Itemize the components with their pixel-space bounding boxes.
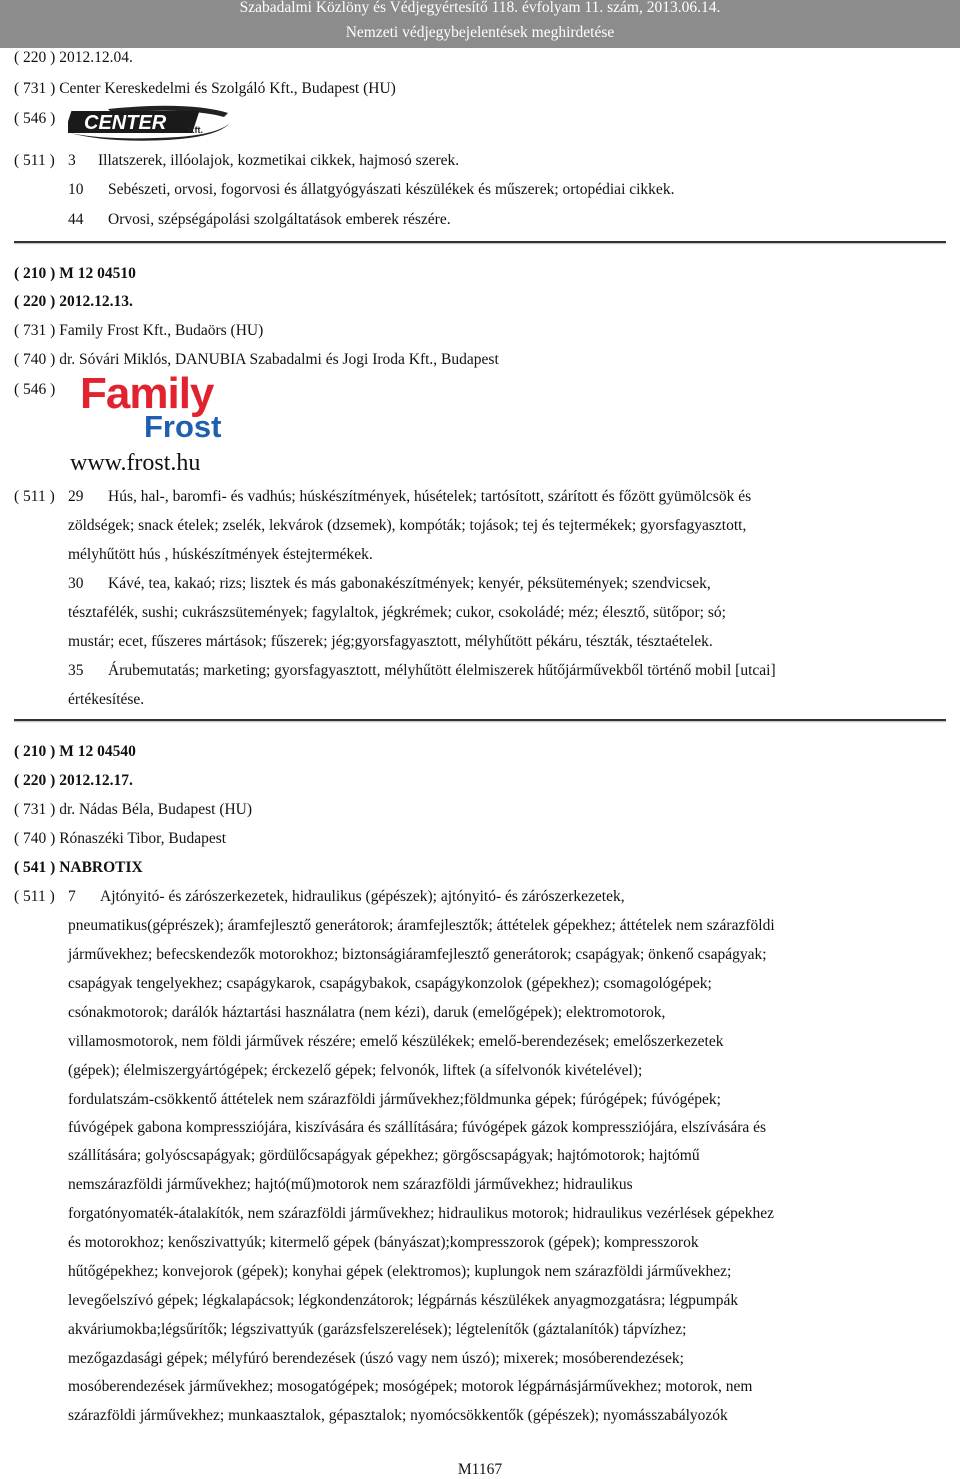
class-description-line: és motorokhoz; kenőszivattyúk; kitermelő gépek (bányászat);kompresszorok (gépek); kompresszorok bbox=[68, 1234, 699, 1251]
class-description-line: tésztafélék, sushi; cukrászsütemények; fagylaltok, jégkrémek; cukor, csokoládé; méz; élesztő, sütőpor; só; bbox=[68, 604, 726, 621]
word-mark: ( 541 ) NABROTIX bbox=[14, 859, 143, 876]
filing-date: ( 220 ) 2012.12.17. bbox=[14, 772, 133, 789]
logo-url-text: www.frost.hu bbox=[70, 450, 201, 476]
class-number: 30 bbox=[68, 575, 84, 592]
applicant: ( 731 ) Family Frost Kft., Budaörs (HU) bbox=[14, 322, 264, 339]
class-number: 3 bbox=[68, 152, 76, 169]
class-description-line: csapágyak tengelyekhez; csapágykarok, csapágybakok, csapágykonzolok (gépekhez); csomagológépek; bbox=[68, 975, 712, 992]
class-description-line: mosóberendezések járművekhez; mosogatógépek; mosógépek; motorok légpárnásjárművekhez; motorok, nem bbox=[68, 1378, 753, 1395]
class-number: 7 bbox=[68, 888, 76, 905]
class-description-line: fúvógépek gabona kompressziójára, kiszívására és szállítására; fúvógépek gázok kompressziójára, elszívására és bbox=[68, 1119, 767, 1136]
class-description-line: villamosmotorok, nem földi járművek részére; emelő készülékek; emelő-berendezések; emelőszerkezetek bbox=[68, 1033, 724, 1050]
class-description: Sebészeti, orvosi, fogorvosi és állatgyógyászati készülékek és műszerek; ortopédiai cikkek. bbox=[108, 181, 675, 198]
class-description-line: Árubemutatás; marketing; gyorsfagyasztott, mélyhűtött élelmiszerek hűtőjárművekből történő mobil [utcai] bbox=[108, 662, 776, 679]
class-description-line: nemszárazföldi járművekhez; hajtó(mű)motorok nem szárazföldi járművekhez; hidraulikus bbox=[68, 1176, 633, 1193]
class-description-line: Hús, hal-, baromfi- és vadhús; húskészítmények, húsételek; tartósított, szárított és főzött gyümölcsök és bbox=[108, 488, 752, 505]
mark-image-label: ( 546 ) bbox=[14, 381, 56, 398]
filing-date: ( 220 ) 2012.12.04. bbox=[14, 49, 133, 66]
entry-divider bbox=[14, 241, 946, 243]
representative: ( 740 ) Rónaszéki Tibor, Budapest bbox=[14, 830, 227, 847]
applicant: ( 731 ) dr. Nádas Béla, Budapest (HU) bbox=[14, 801, 253, 818]
class-description-line: akváriumokba;légsűrítők; légszivattyúk (garázsfelszerelések); légtelenítők (gáztalanítók) tápvízhez; bbox=[68, 1321, 687, 1338]
class-list-label: ( 511 ) bbox=[14, 888, 55, 905]
class-description-line: (gépek); élelmiszergyártógépek; érckezelő gépek; felvonók, liftek (a sífelvonók kivételével); bbox=[68, 1062, 643, 1079]
center-logo-text: CENTER bbox=[84, 112, 167, 134]
family-frost-logo bbox=[68, 370, 240, 474]
entry-divider bbox=[14, 719, 946, 721]
journal-title: Szabadalmi Közlöny és Védjegyértesítő 118. évfolyam 11. szám, 2013.06.14. bbox=[239, 0, 721, 16]
representative: ( 740 ) dr. Sóvári Miklós, DANUBIA Szabadalmi és Jogi Iroda Kft., Budapest bbox=[14, 351, 499, 368]
application-number: ( 210 ) M 12 04510 bbox=[14, 265, 136, 282]
class-description-line: mustár; ecet, fűszeres mártások; fűszerek; jég;gyorsfagyasztott, mélyhűtött pékáru, tészták, tésztaételek. bbox=[68, 633, 713, 650]
class-description: Orvosi, szépségápolási szolgáltatások emberek részére. bbox=[108, 211, 451, 228]
class-description-line: Ajtónyitó- és zárószerkezetek, hidraulikus (gépészek); ajtónyitó- és zárószerkezetek, bbox=[100, 888, 625, 905]
class-description: Illatszerek, illóolajok, kozmetikai cikkek, hajmosó szerek. bbox=[98, 152, 460, 169]
class-description-line: Kávé, tea, kakaó; rizs; lisztek és más gabonakészítmények; kenyér, péksütemények; szendvicsek, bbox=[108, 575, 711, 592]
class-number: 29 bbox=[68, 488, 84, 505]
application-number: ( 210 ) M 12 04540 bbox=[14, 743, 136, 760]
class-description-line: mélyhűtött hús , húskészítmények éstejtermékek. bbox=[68, 546, 373, 563]
class-number: 10 bbox=[68, 181, 84, 198]
svg-text:Kft.: Kft. bbox=[188, 125, 203, 135]
class-description-line: forgatónyomaték-átalakítók, nem szárazföldi járművekhez; hidraulikus motorok; hidraulikus vezérlések gépekhez bbox=[68, 1205, 775, 1222]
class-list-label: ( 511 ) bbox=[14, 152, 55, 169]
class-description-line: levegőelszívó gépek; légkalapácsok; légkondenzátorok; légpárnás készülékek anyagmozgatásra; légpumpák bbox=[68, 1292, 739, 1309]
mark-image-label: ( 546 ) bbox=[14, 110, 56, 127]
class-number: 35 bbox=[68, 662, 84, 679]
class-description-line: szállítására; golyóscsapágyak; gördülőcsapágyak gépekhez; görgőscsapágyak; hajtómotorok; hajtómű bbox=[68, 1147, 700, 1164]
logo-frost-text: Frost bbox=[144, 409, 222, 444]
page-number: M1167 bbox=[457, 1461, 503, 1478]
logo-family-text: Family bbox=[80, 369, 214, 418]
class-description-line: mezőgazdasági gépek; mélyfúró berendezések (úszó vagy nem úszó); mixerek; mosóberendezések; bbox=[68, 1350, 684, 1367]
class-description-line: pneumatikus(géprészek); áramfejlesztő generátorok; áramfejlesztők; áttételek gépekhez; áttételek nem szárazföldi bbox=[68, 917, 775, 934]
filing-date: ( 220 ) 2012.12.13. bbox=[14, 293, 133, 310]
section-title: Nemzeti védjegybejelentések meghirdetése bbox=[345, 24, 615, 41]
class-description-line: zöldségek; snack ételek; zselék, lekvárok (dzsemek), kompóták; tojások; tej és tejtermékek; gyorsfagyasztott, bbox=[68, 517, 747, 534]
class-description-line: csónakmotorok; darálók háztartási használatra (nem kézi), daruk (emelőgépek); elektromotorok, bbox=[68, 1004, 666, 1021]
class-description-line: fordulatszám-csökkentő áttételek nem szárazföldi járművekhez;földmunka gépek; fúrógépek; fúvógépek; bbox=[68, 1091, 721, 1108]
class-list-label: ( 511 ) bbox=[14, 488, 55, 505]
class-description-line: szárazföldi járművekhez; munkaasztalok, gépasztalok; nyomócsökkentők (gépészek); nyomásszabályozók bbox=[68, 1407, 728, 1424]
class-description-line: hűtőgépekhez; konvejorok (gépek); konyhai gépek (elektromos); kuplungok nem szárazföldi járművekhez; bbox=[68, 1263, 732, 1280]
center-logo bbox=[68, 103, 234, 141]
class-number: 44 bbox=[68, 211, 84, 228]
journal-header bbox=[0, 0, 960, 48]
class-description-line: értékesítése. bbox=[68, 691, 145, 708]
class-description-line: járművekhez; befecskendezők motorokhoz; biztonságiáramfejlesztő generátorok; csapágyak; önkenő csapágyak; bbox=[68, 946, 767, 963]
applicant: ( 731 ) Center Kereskedelmi és Szolgáló Kft., Budapest (HU) bbox=[14, 80, 396, 97]
